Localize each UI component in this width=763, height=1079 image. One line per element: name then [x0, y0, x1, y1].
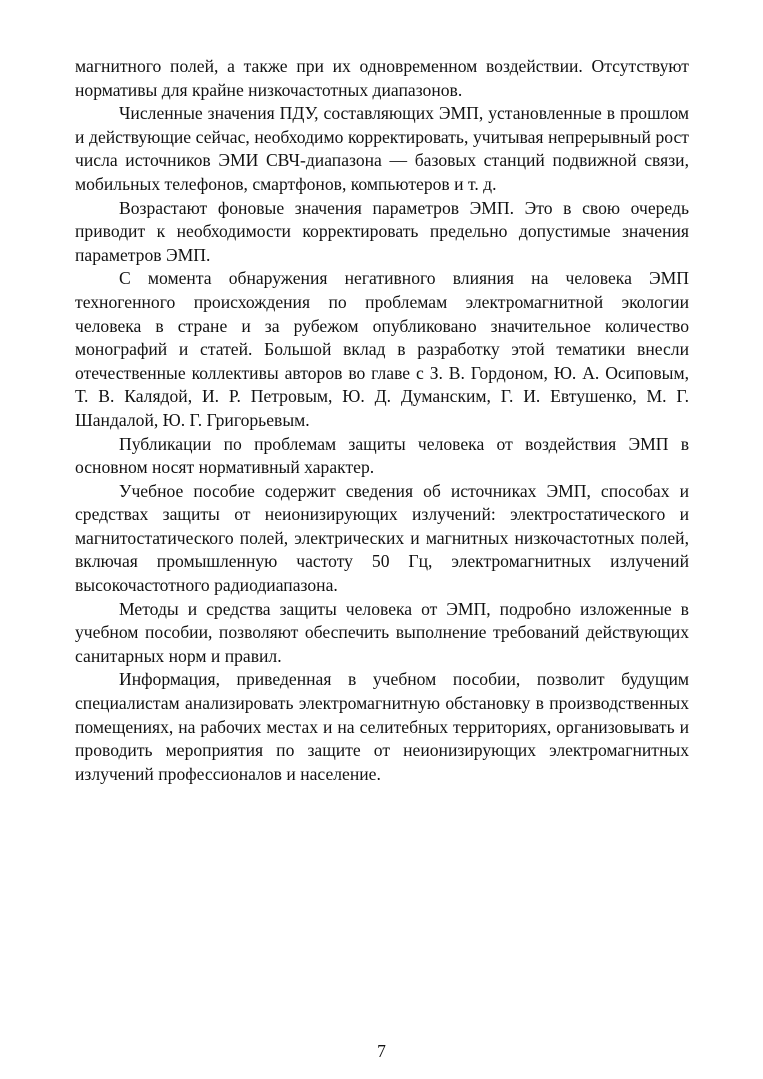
paragraph: С момента обнаружения негативного влияния на человека ЭМП техногенного происхождения по проблемам электромагнитной экологии человека в стране и за рубежом опубликовано значительное количество монографий и статей. Большой вклад в разработку этой тематики внесли отечественные коллективы авторов во главе с З. В. Гордоном, Ю. А. Осиповым, Т. В. Калядой, И. Р. Петровым, Ю. Д. Думанским, Г. И. Евтушенко, М. Г. Шандалой, Ю. Г. Григорьевым. — [75, 268, 689, 430]
paragraph: Возрастают фоновые значения параметров ЭМП. Это в свою очередь приводит к необходимости корректировать предельно допустимые значения параметров ЭМП. — [75, 197, 689, 265]
paragraph: Публикации по проблемам защиты человека от воздействия ЭМП в основном носят нормативный характер. — [75, 433, 689, 478]
page-body — [75, 55, 689, 786]
paragraph: Информация, приведенная в учебном пособии, позволит будущим специалистам анализировать электромагнитную обстановку в производственных помещениях, на рабочих местах и на селитебных территориях, организовывать и проводить мероприятия по защите от неионизирующих электромагнитных излучений профессионалов и население. — [75, 669, 689, 784]
page-number: 7 — [377, 1041, 386, 1061]
paragraph: Учебное пособие содержит сведения об источниках ЭМП, способах и средствах защиты от неионизирующих излучений: электростатического и магнитостатического полей, электрических и магнитных низкочастотных полей, включая промышленную частоту 50 Гц, электромагнитных излучений высокочастотного радиодиапазона. — [75, 480, 689, 596]
paragraph: Методы и средства защиты человека от ЭМП, подробно изложенные в учебном пособии, позволяют обеспечить выполнение требований действующих санитарных норм и правил. — [75, 598, 689, 666]
paragraph: Численные значения ПДУ, составляющих ЭМП, установленные в прошлом и действующие сейчас, необходимо корректировать, учитывая непрерывный рост числа источников ЭМИ СВЧ-диапазона — базовых станций подвижной связи, мобильных телефонов, смартфонов, компьютеров и т. д. — [75, 103, 689, 194]
paragraph-continuation: магнитного полей, а также при их одновременном воздействии. Отсутствуют нормативы для крайне низкочастотных диапазонов. — [75, 56, 689, 100]
